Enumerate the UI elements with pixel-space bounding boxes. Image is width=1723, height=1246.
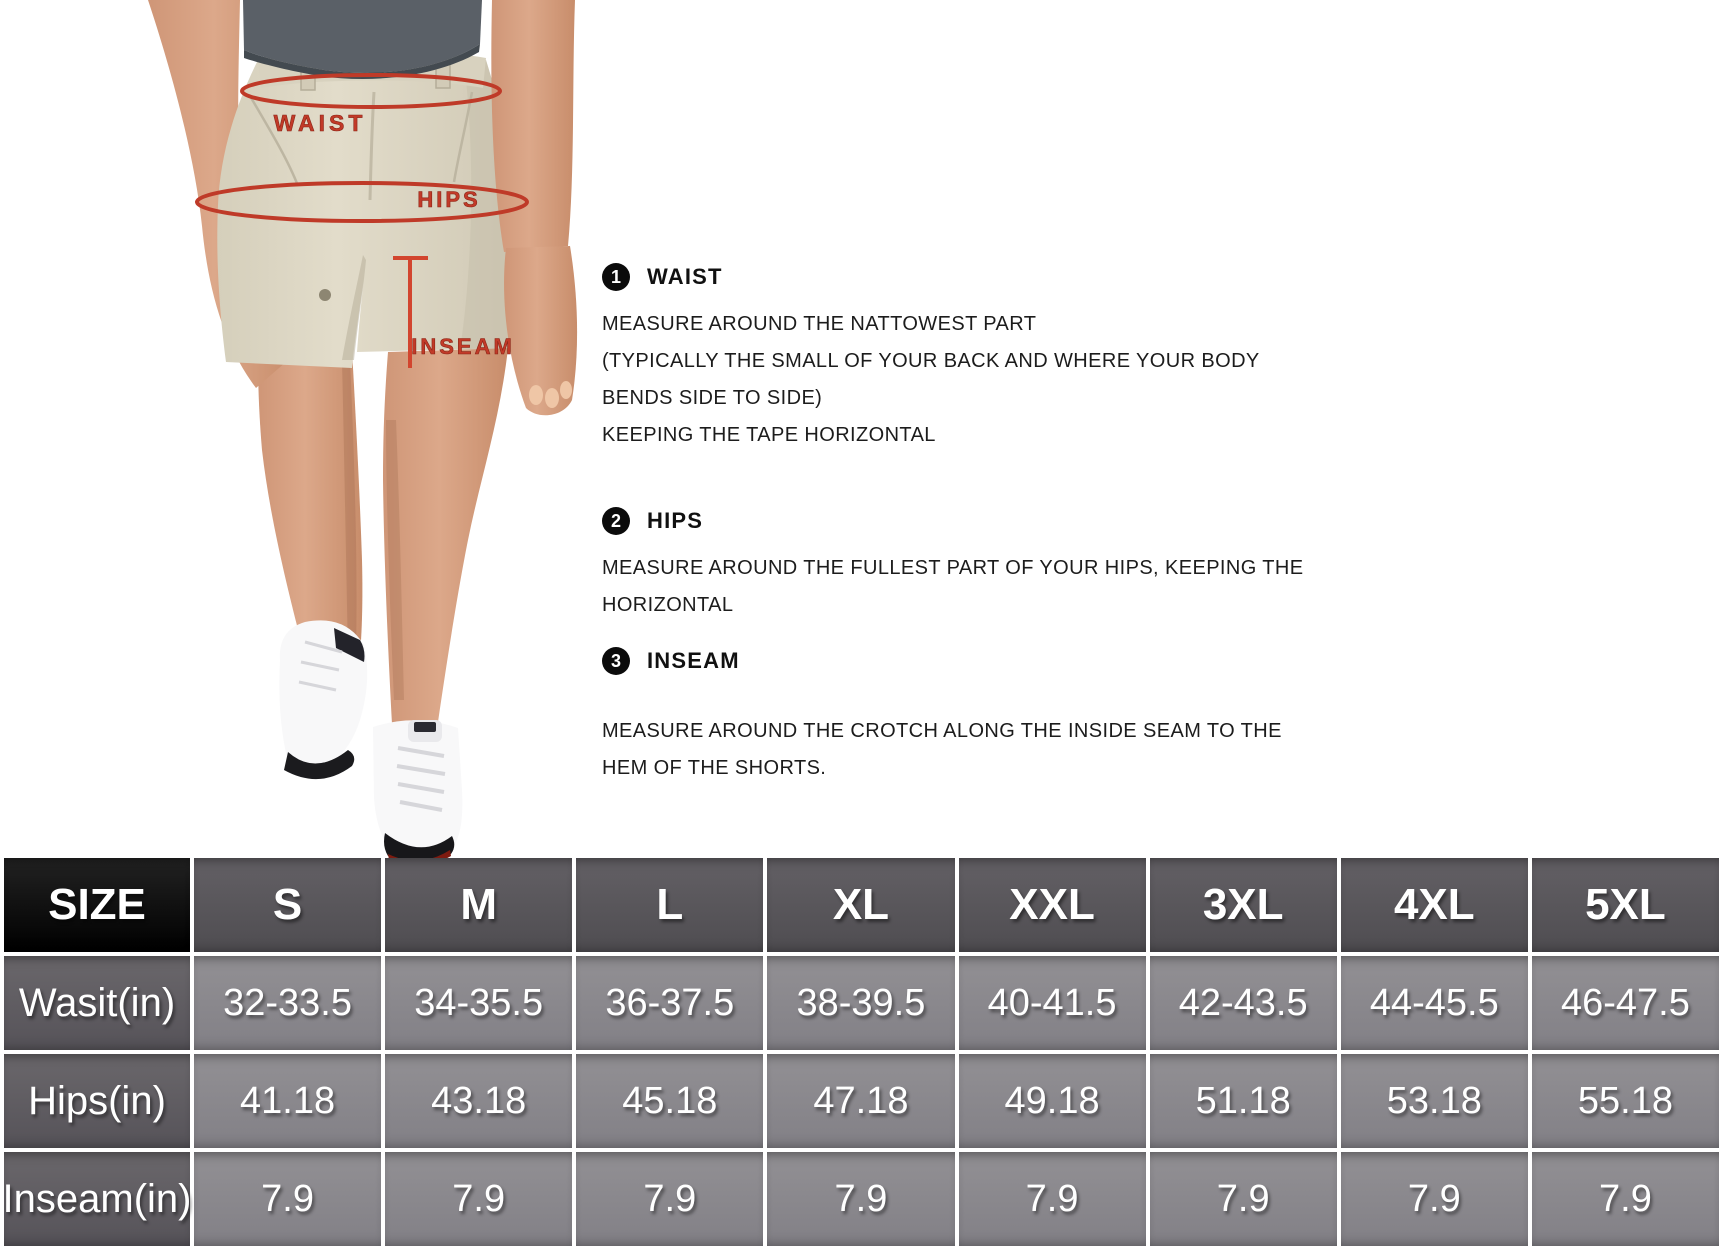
instruction-line: (TYPICALLY THE SMALL OF YOUR BACK AND WHERE YOUR BODY [602, 350, 1260, 372]
table-cell: 38-39.5 [767, 956, 954, 1050]
size-table [0, 858, 1723, 1246]
right-shoe [373, 720, 462, 860]
instruction-line: MEASURE AROUND THE NATTOWEST PART [602, 313, 1037, 335]
instruction-heading [602, 262, 1392, 292]
table-header-cell-xxl: XXL [959, 858, 1146, 952]
table-cell: 7.9 [959, 1152, 1146, 1246]
waist-annotation-label: WAIST [273, 110, 367, 136]
measuring-instructions [602, 262, 1392, 787]
table-cell: 36-37.5 [576, 956, 763, 1050]
instruction-heading [602, 506, 1392, 536]
table-corner-cell: SIZE [4, 858, 190, 952]
number-badge-1: 1 [602, 263, 630, 291]
instruction-line: HEM OF THE SHORTS. [602, 757, 827, 779]
instruction-line: HORIZONTAL [602, 594, 734, 616]
table-cell: 7.9 [767, 1152, 954, 1246]
table-cell: 55.18 [1532, 1054, 1719, 1148]
instruction-title: INSEAM [647, 648, 740, 673]
instruction-line: MEASURE AROUND THE FULLEST PART OF YOUR HIPS, KEEPING THE [602, 557, 1304, 579]
table-cell: 7.9 [385, 1152, 572, 1246]
table-cell: 41.18 [194, 1054, 381, 1148]
instruction-line: KEEPING THE TAPE HORIZONTAL [602, 424, 936, 446]
table-header-cell-5xl: 5XL [1532, 858, 1719, 952]
table-cell: 42-43.5 [1150, 956, 1337, 1050]
instruction-line: MEASURE AROUND THE CROTCH ALONG THE INSIDE SEAM TO THE [602, 720, 1282, 742]
instruction-body [602, 550, 1392, 624]
table-cell: 53.18 [1341, 1054, 1528, 1148]
table-cell: 51.18 [1150, 1054, 1337, 1148]
instruction-section-hips [602, 506, 1392, 624]
inseam-annotation-label: INSEAM [411, 334, 515, 359]
zipper-pull [319, 289, 331, 301]
table-header-cell-l: L [576, 858, 763, 952]
number-badge-3: 3 [602, 647, 630, 675]
table-header-cell-xl: XL [767, 858, 954, 952]
table-cell: 32-33.5 [194, 956, 381, 1050]
number-badge-2: 2 [602, 507, 630, 535]
table-cell: 46-47.5 [1532, 956, 1719, 1050]
table-row-label-inseam: Inseam(in) [4, 1152, 190, 1246]
table-header-cell-3xl: 3XL [1150, 858, 1337, 952]
instruction-section-inseam [602, 646, 1392, 787]
table-header-cell-m: M [385, 858, 572, 952]
instruction-title: HIPS [647, 508, 704, 533]
table-cell: 47.18 [767, 1054, 954, 1148]
table-cell: 49.18 [959, 1054, 1146, 1148]
table-row-label-hips: Hips(in) [4, 1054, 190, 1148]
table-cell: 7.9 [1341, 1152, 1528, 1246]
instruction-section-waist [602, 262, 1392, 454]
table-row-label-waist: Wasit(in) [4, 956, 190, 1050]
table-cell: 7.9 [1532, 1152, 1719, 1246]
model-photo [120, 0, 590, 860]
table-cell: 7.9 [576, 1152, 763, 1246]
table-header-cell-4xl: 4XL [1341, 858, 1528, 952]
table-cell: 7.9 [194, 1152, 381, 1246]
instruction-body [602, 713, 1392, 787]
table-header-cell-s: S [194, 858, 381, 952]
instruction-line: BENDS SIDE TO SIDE) [602, 387, 823, 409]
table-cell: 7.9 [1150, 1152, 1337, 1246]
table-cell: 43.18 [385, 1054, 572, 1148]
hips-annotation-label: HIPS [417, 187, 481, 212]
instruction-heading [602, 646, 1392, 676]
left-shoe [279, 620, 367, 779]
instruction-title: WAIST [647, 264, 723, 289]
table-cell: 45.18 [576, 1054, 763, 1148]
table-cell: 40-41.5 [959, 956, 1146, 1050]
table-cell: 44-45.5 [1341, 956, 1528, 1050]
model-illustration [120, 0, 590, 860]
instruction-body [602, 306, 1392, 454]
table-cell: 34-35.5 [385, 956, 572, 1050]
